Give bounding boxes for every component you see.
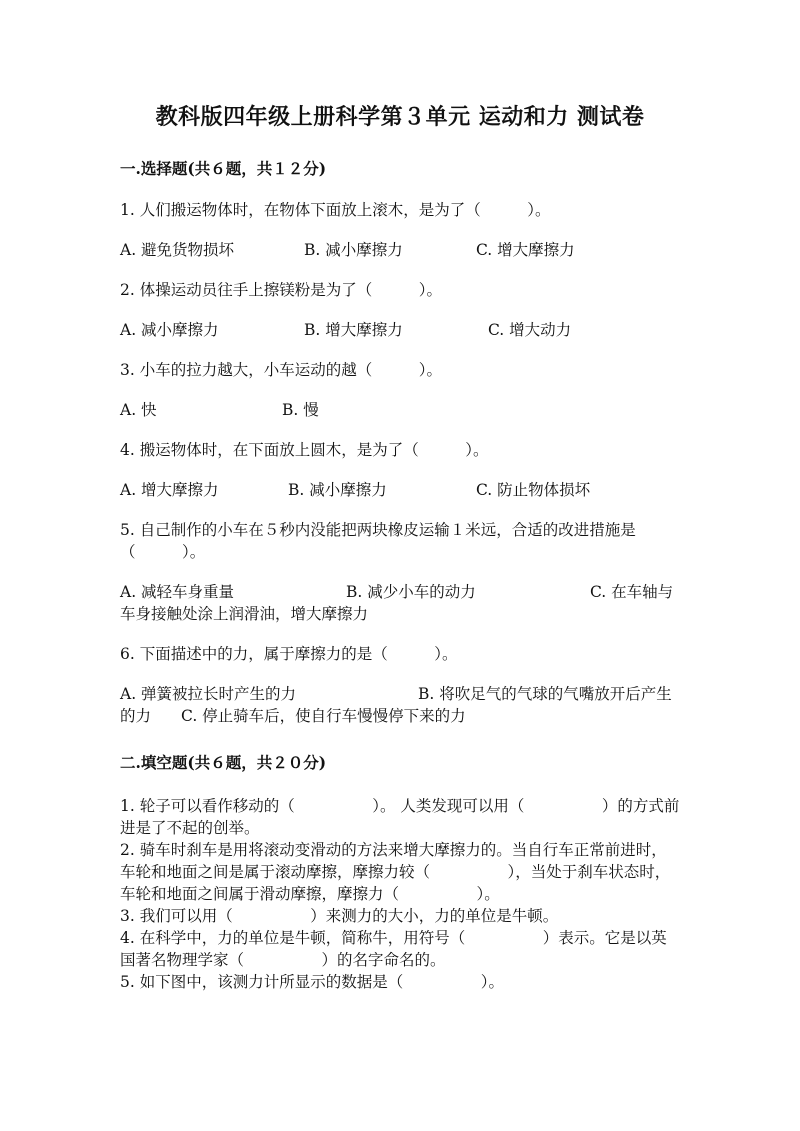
option-b: B. 慢 xyxy=(282,401,319,419)
option-b: B. 减小摩擦力 xyxy=(288,481,387,499)
option-b: B. 增大摩擦力 xyxy=(304,321,403,339)
option-c: C. 增大摩擦力 xyxy=(476,241,575,259)
question-stem: 5. 自己制作的小车在５秒内没能把两块橡皮运输１米远，合适的改进措施是（ ）。 xyxy=(120,521,636,561)
options-row xyxy=(120,239,680,261)
option-b: B. 减小摩擦力 xyxy=(304,241,403,259)
fill-question: 2. 骑车时刹车是用将滚动变滑动的方法来增大摩擦力的。当自行车正常前进时，车轮和地面之间是属于滚动摩擦，摩擦力较（ ），当处于刹车状态时，车轮和地面之间属于滑动摩擦，摩擦力（ ）。 xyxy=(120,841,671,903)
option-a: A. 减小摩擦力 xyxy=(120,321,219,339)
question-stem: 4. 搬运物体时，在下面放上圆木，是为了（ ）。 xyxy=(120,441,489,459)
question-stem: 3. 小车的拉力越大，小车运动的越（ ）。 xyxy=(120,361,442,379)
options-row xyxy=(120,479,680,501)
option-a: A. 快 xyxy=(120,401,157,419)
option-a: A. 避免货物损坏 xyxy=(120,241,235,259)
options-row xyxy=(120,581,680,625)
fill-question: 3. 我们可以用（ ）来测力的大小，力的单位是牛顿。 xyxy=(120,907,559,925)
question-stem: 1. 人们搬运物体时，在物体下面放上滚木，是为了（ ）。 xyxy=(120,201,551,219)
test-paper xyxy=(120,0,680,993)
option-b: B. 减少小车的动力 xyxy=(346,583,476,601)
fill-question: 5. 如下图中，该测力计所显示的数据是（ ）。 xyxy=(120,973,504,991)
option-a: A. 增大摩擦力 xyxy=(120,481,219,499)
section-heading-multiple-choice: 一.选择题(共６题，共１２分) xyxy=(120,159,327,178)
option-a: A. 弹簧被拉长时产生的力 xyxy=(120,685,297,703)
option-c: C. 防止物体损坏 xyxy=(476,481,591,499)
option-c: C. 停止骑车后，使自行车慢慢停下来的力 xyxy=(181,707,466,725)
options-row xyxy=(120,399,680,421)
fill-in-questions xyxy=(120,795,680,993)
page-title: 教科版四年级上册科学第３单元 运动和力 测试卷 xyxy=(155,104,645,130)
fill-question: 4. 在科学中，力的单位是牛顿，简称牛，用符号（ ）表示。它是以英国著名物理学家（ ）的名字命名的。 xyxy=(120,929,667,969)
section-heading-fill-in: 二.填空题(共６题，共２０分) xyxy=(120,753,327,772)
option-c: C. 在车轴与车身接触处涂上润滑油，增大摩擦力 xyxy=(120,583,674,623)
question-stem: 2. 体操运动员往手上擦镁粉是为了（ ）。 xyxy=(120,281,442,299)
fill-question: 1. 轮子可以看作移动的（ ）。 人类发现可以用（ ）的方式前进是了不起的创举。 xyxy=(120,797,680,837)
options-row xyxy=(120,319,680,341)
option-c: C. 增大动力 xyxy=(488,321,572,339)
option-b: B. 将吹足气的气球的气嘴放开后产生的力 xyxy=(120,685,672,725)
option-a: A. 减轻车身重量 xyxy=(120,583,235,601)
question-stem: 6. 下面描述中的力，属于摩擦力的是（ ）。 xyxy=(120,645,458,663)
options-row xyxy=(120,683,680,727)
